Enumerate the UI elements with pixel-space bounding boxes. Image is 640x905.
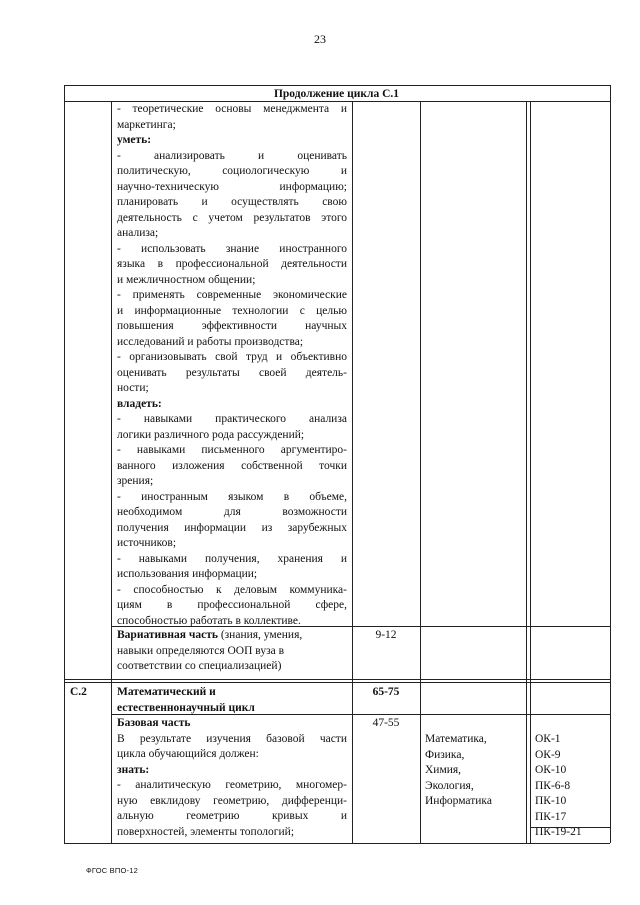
competency-code: ПК-10 <box>535 795 567 807</box>
text-line: маркетинга; <box>117 118 176 131</box>
text-line: получения информации из зарубежных <box>117 521 347 534</box>
base-credits: 47-55 <box>372 717 400 729</box>
competency-code: ОК-10 <box>535 764 567 776</box>
text-line: деятельность с учетом результатов этого <box>117 211 347 224</box>
text-line: повышения эффективности научных <box>117 320 347 332</box>
text-line: - навыками практического анализа <box>117 413 347 425</box>
cycle-code: С.2 <box>70 686 87 698</box>
text-line: - анализировать и оценивать <box>117 149 347 162</box>
text-line: языка в профессиональной деятельности <box>117 258 347 270</box>
text-line: - аналитическую геометрию, многомер- <box>117 779 347 791</box>
discipline: Математика, <box>425 733 487 745</box>
competencies-list <box>535 732 582 841</box>
variative-title: Вариативная часть <box>117 629 218 641</box>
text-line: - теоретические основы менеджмента и <box>117 103 347 115</box>
text-line: исследований и работы производства; <box>117 335 304 348</box>
text-line: ную евклидову геометрию, дифференци- <box>117 794 347 807</box>
section-header: Продолжение цикла С.1 <box>273 88 400 100</box>
text-line: оценивать результаты своей деятель- <box>117 366 347 379</box>
text-line: - использовать знание иностранного <box>117 242 347 255</box>
disciplines-list <box>425 732 492 810</box>
cycle-title <box>117 685 347 716</box>
competency-underline <box>530 827 610 828</box>
text-line: циям в профессиональной сфере, <box>117 599 347 611</box>
variative-line: соответствии со специализацией) <box>117 660 282 672</box>
text-line: - организовывать свой труд и объективно <box>117 351 347 363</box>
text-line: - навыками письменного аргументиро- <box>117 444 347 456</box>
text-line: альную геометрию кривых и <box>117 810 347 822</box>
competency-code: ОК-1 <box>535 733 561 745</box>
base-part <box>117 716 347 840</box>
cycle-title-line: естественнонаучный цикл <box>117 701 255 714</box>
competency-continuation <box>117 102 347 629</box>
text-line: - способностью к деловым коммуника- <box>117 583 347 596</box>
competency-code: ПК-6-8 <box>535 779 571 792</box>
text-line: владеть: <box>117 397 162 410</box>
text-line: способностью работать в коллективе. <box>117 614 301 627</box>
cycle-credits: 65-75 <box>372 686 400 698</box>
base-title: Базовая часть <box>117 717 191 729</box>
text-line: знать: <box>117 763 150 776</box>
variative-credits: 9-12 <box>375 629 397 641</box>
text-line: цикла обучающийся должен: <box>117 748 259 760</box>
text-line: логики различного рода рассуждений; <box>117 428 305 441</box>
variative-part <box>117 628 347 675</box>
discipline: Физика, <box>425 748 465 761</box>
competency-code: ОК-9 <box>535 748 561 761</box>
text-line: политическую, социологическую и <box>117 165 347 177</box>
text-line: - навыками получения, хранения и <box>117 552 347 565</box>
cycle-title-line: Математический и <box>117 686 216 698</box>
footer-code: ФГОС ВПО-12 <box>86 866 138 875</box>
text-line: - иностранным языком в объеме, <box>117 490 347 503</box>
text-line: - применять современные экономические <box>117 289 347 301</box>
variative-line: (знания, умения, <box>217 629 303 641</box>
variative-line: навыки определяются ООП вуза в <box>117 644 285 657</box>
discipline: Информатика <box>425 795 492 807</box>
text-line: необходимом для возможности <box>117 506 347 518</box>
text-line: уметь: <box>117 134 152 146</box>
text-line: и информационные технологии с целью <box>117 304 347 317</box>
text-line: анализа; <box>117 227 159 239</box>
text-line: планировать и осуществлять свою <box>117 196 347 208</box>
text-line: и межличностном общении; <box>117 273 256 286</box>
discipline: Химия, <box>425 764 462 776</box>
discipline: Экология, <box>425 779 474 792</box>
text-line: ванного изложения собственной точки <box>117 459 347 472</box>
text-line: ности; <box>117 382 149 394</box>
competency-code: ПК-17 <box>535 810 567 823</box>
text-line: использования информации; <box>117 568 258 580</box>
text-line: поверхностей, элементы топологий; <box>117 825 295 838</box>
text-line: зрения; <box>117 475 154 487</box>
competency-code: ПК-19-21 <box>535 826 582 838</box>
text-line: научно-техническую информацию; <box>117 180 347 193</box>
text-line: В результате изучения базовой части <box>117 732 347 745</box>
text-line: источников; <box>117 537 177 549</box>
page-number: 23 <box>314 32 326 46</box>
